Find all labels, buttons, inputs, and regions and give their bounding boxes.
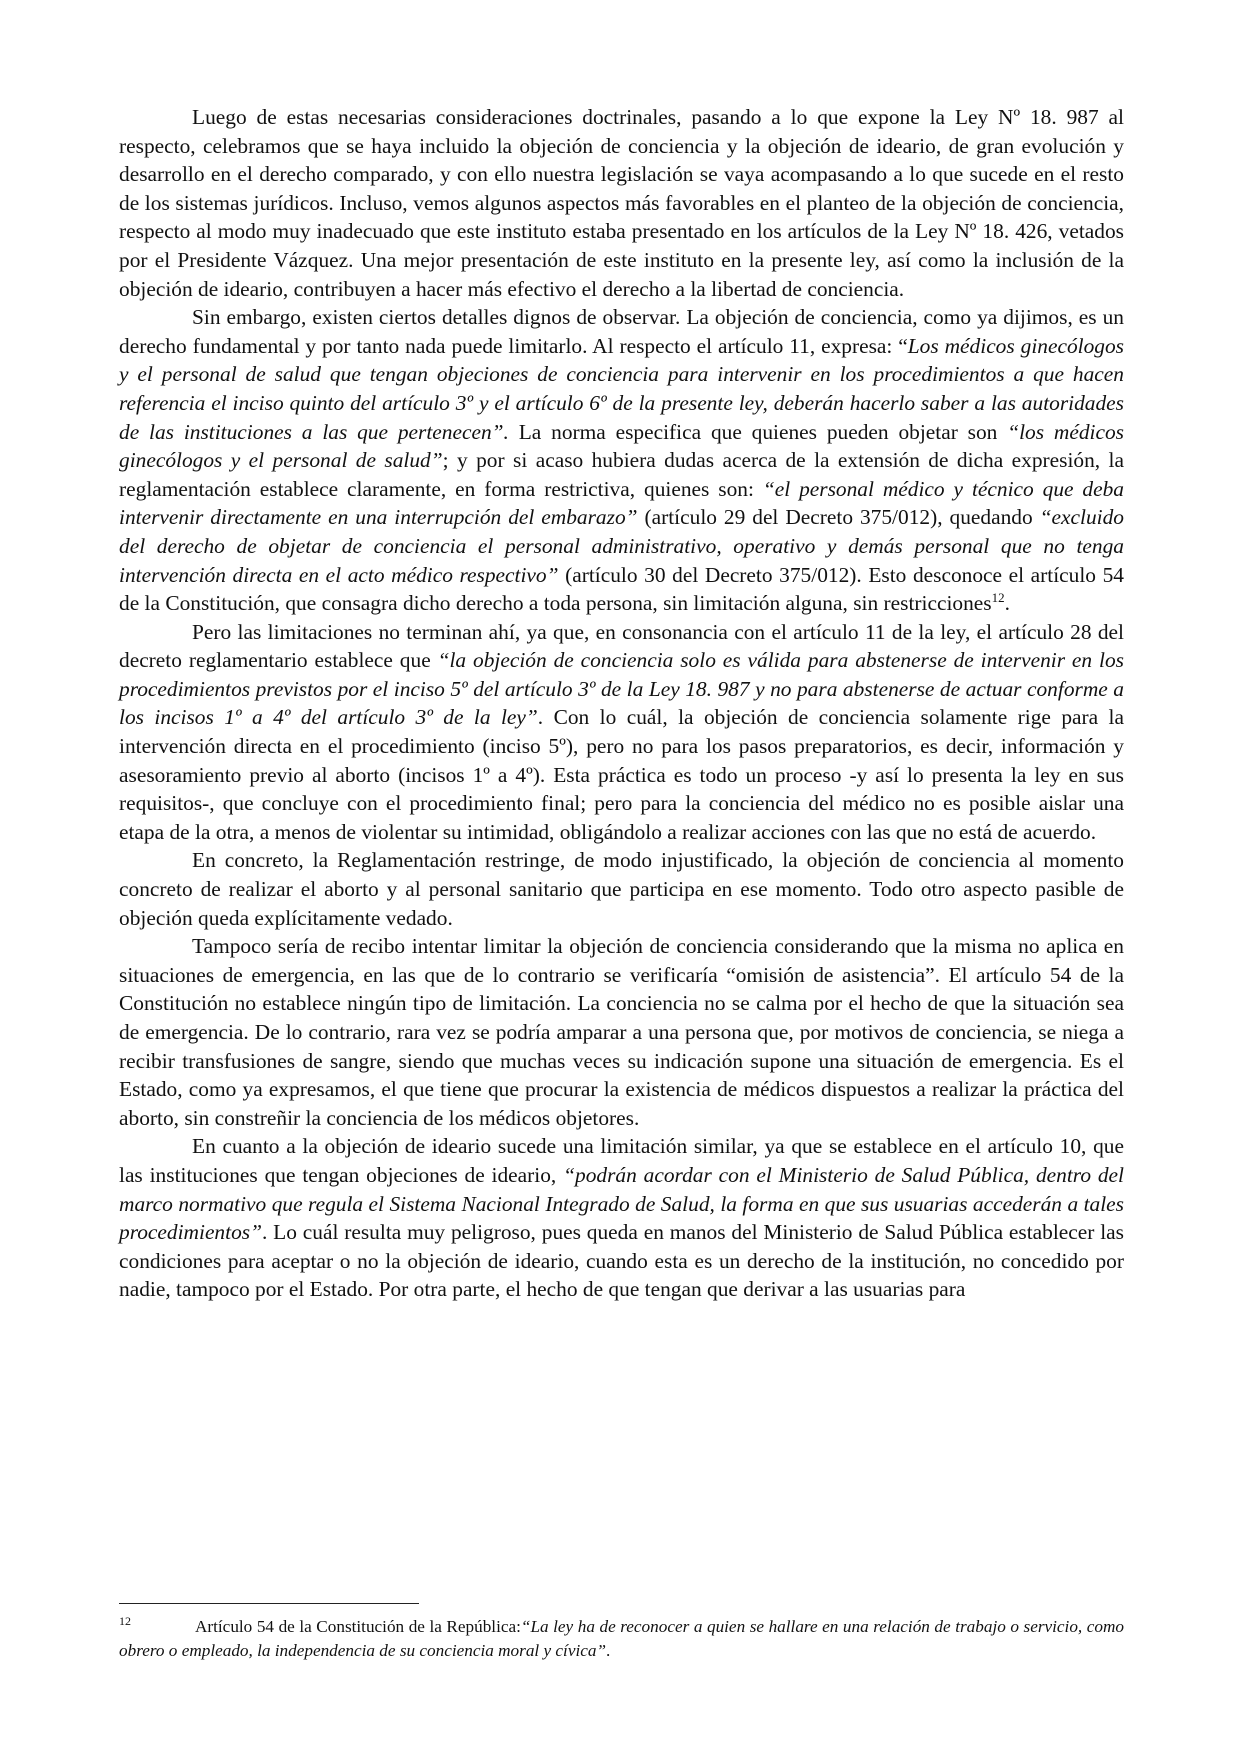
footnote-reference: 12	[991, 589, 1005, 605]
quoted-text: “el personal médico y técnico que deba intervenir directamente en una interrupción del embarazo”	[119, 476, 1124, 530]
paragraph-5	[119, 932, 1124, 1132]
text-run: (artículo 30 del Decreto 375/012). Esto desconoce el artículo 54 de la Constitución, que consagra dicho derecho a toda persona, sin limitación alguna, sin restricciones	[119, 562, 1124, 616]
quoted-text: “excluido del derecho de objetar de conciencia el personal administrativo, operativo y demás personal que no tenga intervención directa en el acto médico respectivo”	[119, 505, 1124, 587]
paragraph-6	[119, 1132, 1124, 1304]
text-run: Pero las limitaciones no terminan ahí, ya que, en consonancia con el artículo 11 de la ley, el artículo 28 del decreto reglamentario establece que	[119, 619, 1124, 673]
text-run: Luego de estas necesarias consideraciones doctrinales, pasando a lo que expone la Ley Nº 18. 987 al respecto, celebramos que se haya incluido la objeción de conciencia y la objeción de ideario, de gran evolución y desarrollo en el derecho comparado, y con ello nuestra legislación se vaya acompasando a lo que sucede en el resto de los sistemas jurídicos. Incluso, vemos algunos aspectos más favorables en el planteo de la objeción de conciencia, respecto al modo muy inadecuado que este instituto estaba presentado en los artículos de la Ley Nº 18. 426, vetados por el Presidente Vázquez. Una mejor presentación de este instituto en la presente ley, así como la inclusión de la objeción de ideario, contribuyen a hacer más efectivo el derecho a la libertad de conciencia.	[119, 105, 1124, 301]
quoted-text: “la objeción de conciencia solo es válida para abstenerse de intervenir en los procedimientos previstos por el inciso 5º del artículo 3º de la Ley 18. 987 y no para abstenerse de actuar conforme a los incisos 1º a 4º del artículo 3º de la ley”	[119, 648, 1124, 730]
document-body	[119, 103, 1124, 1304]
footnote: 12 Artículo 54 de la Constitución de la República:“La ley ha de reconocer a quien se hallare en una relación de trabajo o servicio, como obrero o empleado, la independencia de su conciencia moral y cívica”.	[119, 1614, 1124, 1660]
paragraph-1	[119, 103, 1124, 303]
text-run: En concreto, la Reglamentación restringe, de modo injustificado, la objeción de conciencia al momento concreto de realizar el aborto y al personal sanitario que participa en ese momento. Todo otro aspecto pasible de objeción queda explícitamente vedado.	[119, 848, 1124, 930]
text-run: .	[1004, 591, 1010, 616]
quoted-text: “La ley ha de reconocer a quien se hallare en una relación de trabajo o servicio, como obrero o empleado, la independencia de su conciencia moral y cívica”	[119, 1617, 1124, 1660]
quoted-text: “los médicos ginecólogos y el personal de salud”	[119, 419, 1125, 473]
quoted-text: “podrán acordar con el Ministerio de Salud Pública, dentro del marco normativo que regula el Sistema Nacional Integrado de Salud, la forma en que sus usuarias accederán a tales procedimientos”	[119, 1162, 1124, 1245]
footnote-separator	[119, 1603, 419, 1604]
paragraph-2	[119, 303, 1124, 618]
text-run: Sin embargo, existen ciertos detalles dignos de observar. La objeción de conciencia, como ya dijimos, es un derecho fundamental y por tanto nada puede limitarlo. Al respecto el artículo 11, expresa: “	[119, 305, 1124, 358]
text-run: Tampoco sería de recibo intentar limitar la objeción de conciencia considerando que la misma no aplica en situaciones de emergencia, en las que de lo contrario se verificaría “omisión de asistencia”. El artículo 54 de la Constitución no establece ningún tipo de limitación. La conciencia no se calma por el hecho de que la situación sea de emergencia. De lo contrario, rara vez se podría amparar a una persona que, por motivos de conciencia, se niega a recibir transfusiones de sangre, siendo que muchas veces su indicación supone una situación de emergencia. Es el Estado, como ya expresamos, el que tiene que procurar la existencia de médicos dispuestos a realizar la práctica del aborto, sin constreñir la conciencia de los médicos objetores.	[119, 934, 1124, 1130]
text-run: . Con lo cuál, la objeción de conciencia solamente rige para la intervención directa en el procedimiento (inciso 5º), pero no para los pasos preparatorios, es decir, información y asesoramiento previo al aborto (incisos 1º a 4º). Esta práctica es todo un proceso -y así lo presenta la ley en sus requisitos-, que concluye con el procedimiento final; pero para la conciencia del médico no es posible aislar una etapa de la otra, a menos de violentar su intimidad, obligándolo a realizar acciones con las que no está de acuerdo.	[119, 705, 1124, 844]
paragraph-4	[119, 846, 1124, 932]
text-run: La norma especifica que quienes pueden objetar son	[508, 419, 1008, 444]
text-run: (artículo 29 del Decreto 375/012), quedando	[637, 505, 1040, 530]
text-run: . Lo cuál resulta muy peligroso, pues queda en manos del Ministerio de Salud Pública establecer las condiciones para aceptar o no la objeción de ideario, cuando esta es un derecho de la institución, no concedido por nadie, tampoco por el Estado. Por otra parte, el hecho de que tengan que derivar a las usuarias para	[119, 1220, 1124, 1302]
text-run: ; y por si acaso hubiera dudas acerca de la extensión de dicha expresión, la reglamentación establece claramente, en forma restrictiva, quienes son:	[119, 448, 1124, 501]
footnote-text	[119, 1617, 1124, 1660]
text-run: .	[606, 1641, 611, 1660]
paragraph-3	[119, 618, 1124, 847]
text-run: Artículo 54 de la Constitución de la República:	[195, 1617, 521, 1636]
text-run: En cuanto a la objeción de ideario sucede una limitación similar, ya que se establece en el artículo 10, que las instituciones que tengan objeciones de ideario,	[119, 1134, 1124, 1187]
quoted-text: Los médicos ginecólogos y el personal de salud que tengan objeciones de conciencia para intervenir en los procedimientos a que hacen referencia el inciso quinto del artículo 3º y el artículo 6º de la presente ley, deberán hacerlo saber a las autoridades de las instituciones a las que pertenecen”.	[119, 333, 1124, 444]
